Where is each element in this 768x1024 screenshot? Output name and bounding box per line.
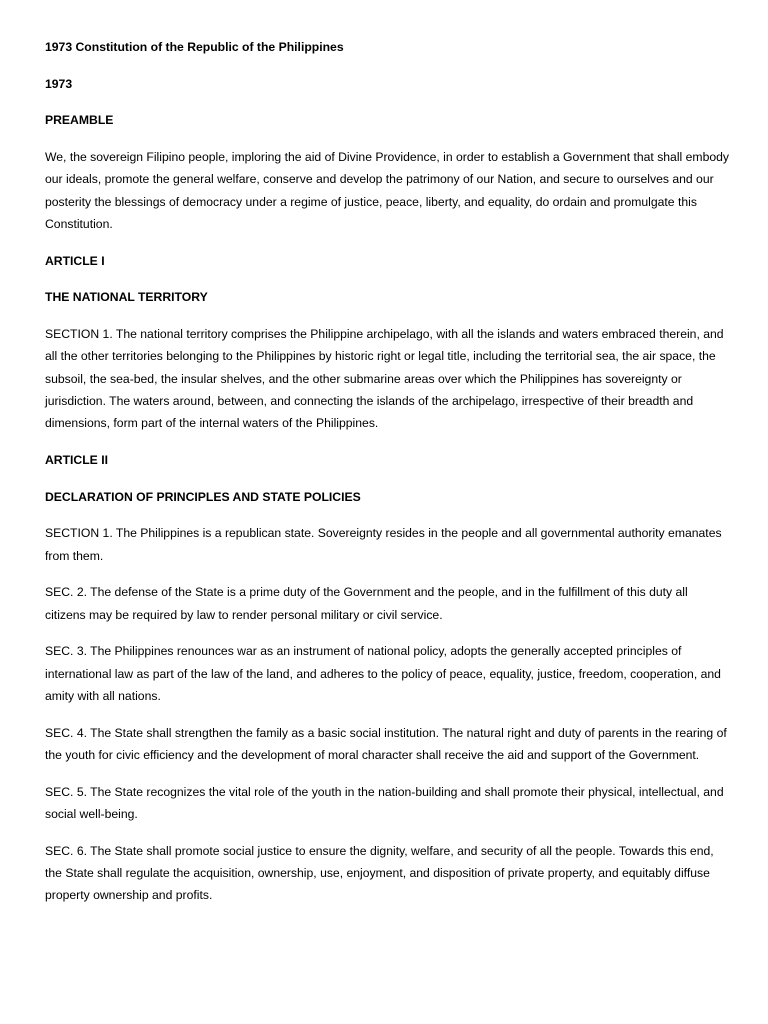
article-1-subheading: THE NATIONAL TERRITORY xyxy=(45,290,208,305)
article-2-section-1: SECTION 1. The Philippines is a republican state. Sovereignty resides in the people and all governmental authority emanates from them. xyxy=(45,526,722,563)
article-1-section-1: SECTION 1. The national territory comprises the Philippine archipelago, with all the islands and waters embraced therein, and all the other territories belonging to the Philippines by historic right or legal title, including the territorial sea, the air space, the subsoil, the sea-bed, the insular shelves, and the other submarine areas over which the Philippines has sovereignty or jurisdiction. The waters around, between, and connecting the islands of the archipelago, irrespective of their breadth and dimensions, form part of the internal waters of the Philippines. xyxy=(45,326,724,431)
article-2-section-6: SEC. 6. The State shall promote social justice to ensure the dignity, welfare, and security of all the people. Towards this end, the State shall regulate the acquisition, ownership, use, enjoyment, and disposition of private property, and equitably diffuse property ownership and profits. xyxy=(45,843,714,903)
document-page xyxy=(45,36,729,921)
article-1-heading: ARTICLE I xyxy=(45,253,105,268)
document-title: 1973 Constitution of the Republic of the Philippines xyxy=(45,40,344,54)
preamble-text: We, the sovereign Filipino people, imploring the aid of Divine Providence, in order to establish a Government that shall embody our ideals, promote the general welfare, conserve and develop the patrimony of our Nation, and secure to ourselves and our posterity the blessings of democracy under a regime of justice, peace, liberty, and equality, do ordain and promulgate this Constitution. xyxy=(45,149,729,231)
document-year: 1973 xyxy=(45,76,73,91)
article-2-subheading: DECLARATION OF PRINCIPLES AND STATE POLICIES xyxy=(45,489,361,504)
article-2-section-2: SEC. 2. The defense of the State is a prime duty of the Government and the people, and in the fulfillment of this duty all citizens may be required by law to render personal military or civil service. xyxy=(45,585,688,622)
article-2-heading: ARTICLE II xyxy=(45,453,108,467)
article-2-section-5: SEC. 5. The State recognizes the vital role of the youth in the nation-building and shall promote their physical, intellectual, and social well-being. xyxy=(45,784,724,821)
article-2-section-3: SEC. 3. The Philippines renounces war as an instrument of national policy, adopts the generally accepted principles of international law as part of the law of the land, and adheres to the policy of peace, equality, justice, freedom, cooperation, and amity with all nations. xyxy=(45,644,721,703)
article-2-section-4: SEC. 4. The State shall strengthen the family as a basic social institution. The natural right and duty of parents in the rearing of the youth for civic efficiency and the development of moral character shall receive the aid and support of the Government. xyxy=(45,725,727,762)
preamble-heading: PREAMBLE xyxy=(45,113,114,128)
